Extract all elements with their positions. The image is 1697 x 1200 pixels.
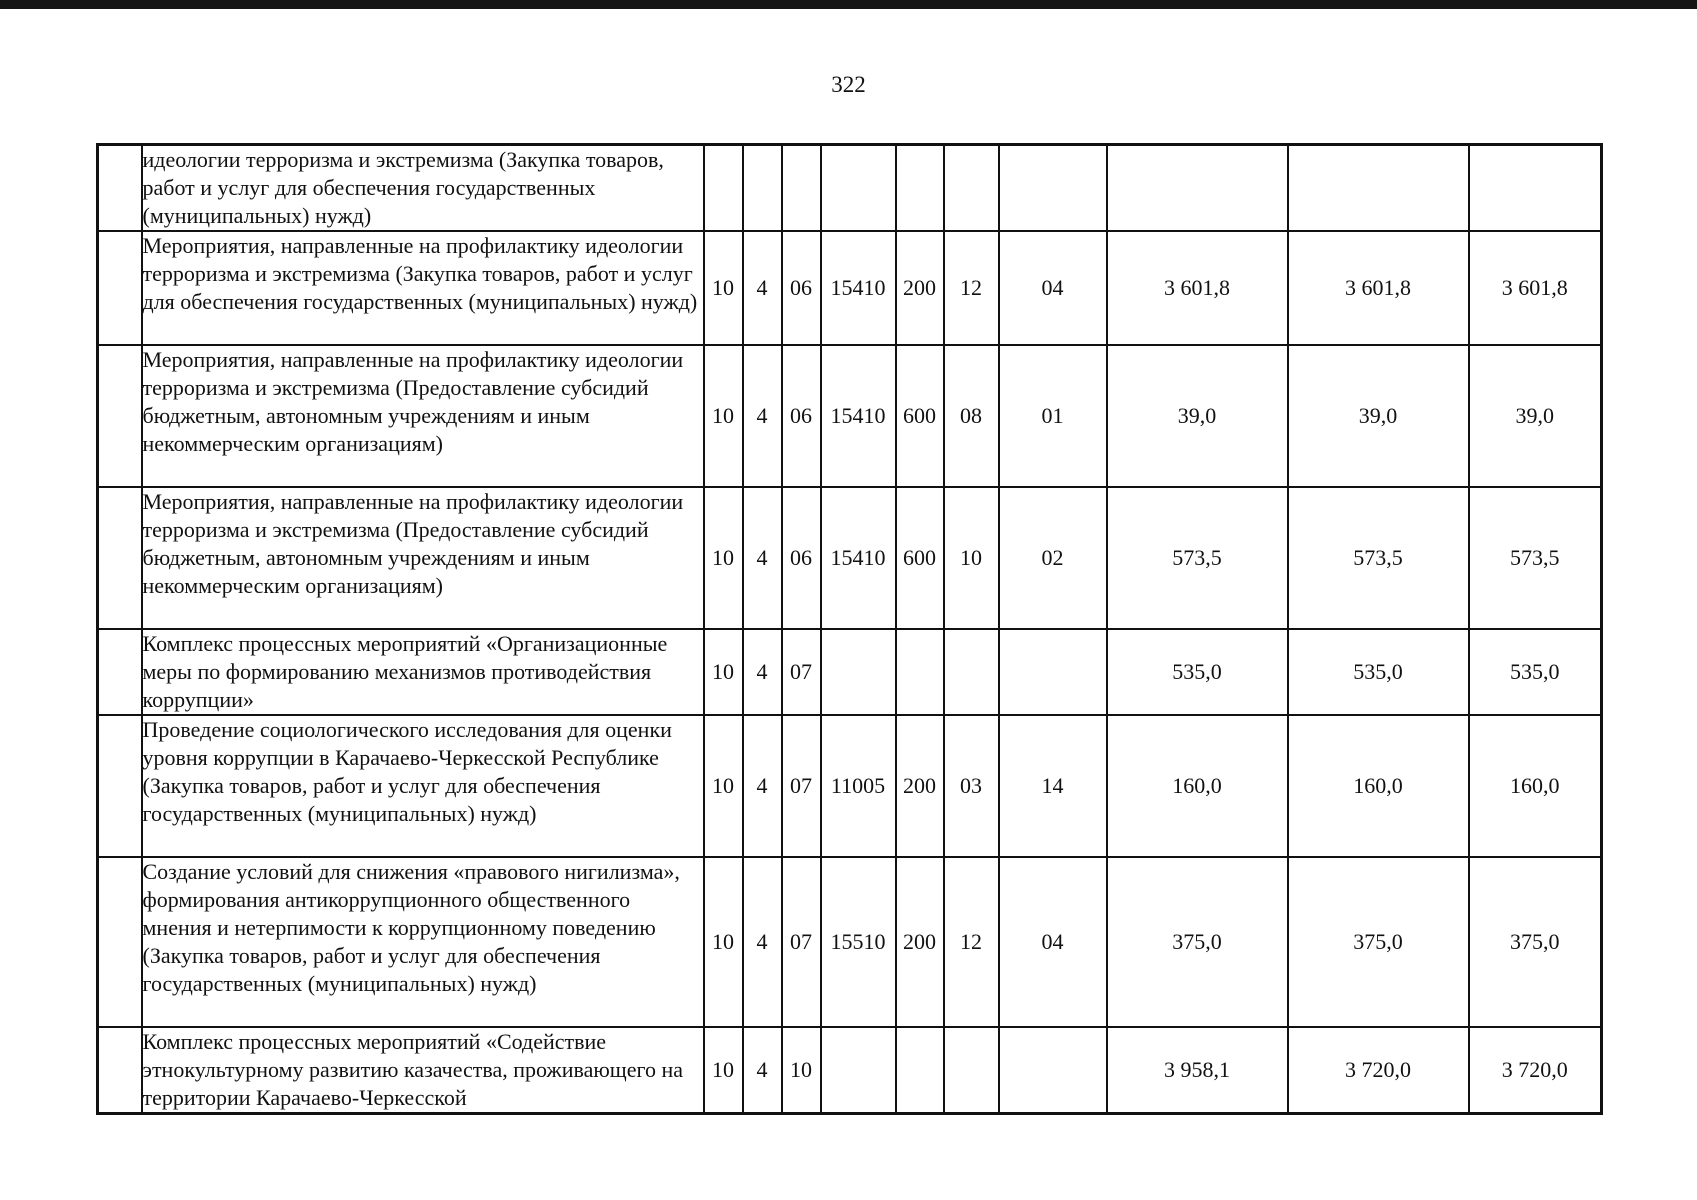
amount-cell: 160,0 <box>1469 715 1602 857</box>
code-cell: 06 <box>782 487 821 629</box>
row-name: Мероприятия, направленные на профилактику идеологии терроризма и экстремизма (Предоставление субсидий бюджетным, автономным учреждениям и иным некоммерческим организациям) <box>142 487 704 629</box>
code-cell: 600 <box>896 345 944 487</box>
table-row <box>98 487 1602 629</box>
code-cell <box>821 1027 896 1114</box>
code-cell <box>896 629 944 715</box>
code-cell <box>944 145 999 232</box>
code-cell: 12 <box>944 231 999 345</box>
amount-cell: 160,0 <box>1107 715 1288 857</box>
code-cell <box>821 629 896 715</box>
code-cell: 01 <box>999 345 1107 487</box>
code-cell: 07 <box>782 629 821 715</box>
row-name: идеологии терроризма и экстремизма (Закупка товаров, работ и услуг для обеспечения государственных (муниципальных) нужд) <box>142 145 704 232</box>
code-cell: 02 <box>999 487 1107 629</box>
code-cell: 15410 <box>821 231 896 345</box>
table-row <box>98 231 1602 345</box>
code-cell: 4 <box>743 715 782 857</box>
amount-cell: 3 601,8 <box>1469 231 1602 345</box>
code-cell: 4 <box>743 345 782 487</box>
code-cell: 03 <box>944 715 999 857</box>
code-cell: 07 <box>782 857 821 1027</box>
table-row <box>98 145 1602 232</box>
row-name: Мероприятия, направленные на профилактику идеологии терроризма и экстремизма (Закупка товаров, работ и услуг для обеспечения государственных (муниципальных) нужд) <box>142 231 704 345</box>
amount-cell: 3 601,8 <box>1107 231 1288 345</box>
code-cell: 4 <box>743 231 782 345</box>
amount-cell: 39,0 <box>1107 345 1288 487</box>
row-name: Комплекс процессных мероприятий «Организационные меры по формированию механизмов противодействия коррупции» <box>142 629 704 715</box>
amount-cell: 535,0 <box>1107 629 1288 715</box>
amount-cell: 3 601,8 <box>1288 231 1469 345</box>
row-lead-cell <box>98 345 142 487</box>
amount-cell: 535,0 <box>1288 629 1469 715</box>
amount-cell: 3 958,1 <box>1107 1027 1288 1114</box>
amount-cell: 573,5 <box>1107 487 1288 629</box>
amount-cell: 573,5 <box>1288 487 1469 629</box>
scan-top-border <box>0 0 1697 9</box>
code-cell: 15410 <box>821 487 896 629</box>
row-lead-cell <box>98 1027 142 1114</box>
code-cell: 14 <box>999 715 1107 857</box>
code-cell: 600 <box>896 487 944 629</box>
code-cell: 11005 <box>821 715 896 857</box>
code-cell <box>944 1027 999 1114</box>
code-cell <box>743 145 782 232</box>
code-cell: 4 <box>743 487 782 629</box>
code-cell: 10 <box>704 629 743 715</box>
code-cell: 10 <box>704 231 743 345</box>
code-cell <box>821 145 896 232</box>
amount-cell <box>1107 145 1288 232</box>
code-cell: 200 <box>896 857 944 1027</box>
code-cell: 12 <box>944 857 999 1027</box>
code-cell <box>704 145 743 232</box>
code-cell: 200 <box>896 715 944 857</box>
code-cell <box>999 629 1107 715</box>
code-cell: 10 <box>704 345 743 487</box>
code-cell <box>944 629 999 715</box>
code-cell: 08 <box>944 345 999 487</box>
row-lead-cell <box>98 145 142 232</box>
code-cell: 10 <box>944 487 999 629</box>
code-cell: 15510 <box>821 857 896 1027</box>
code-cell: 4 <box>743 857 782 1027</box>
amount-cell: 39,0 <box>1469 345 1602 487</box>
table-row <box>98 857 1602 1027</box>
row-name: Создание условий для снижения «правового нигилизма», формирования антикоррупционного общественного мнения и нетерпимости к коррупционному поведению (Закупка товаров, работ и услуг для обеспечения государственных (муниципальных) нужд) <box>142 857 704 1027</box>
row-name: Проведение социологического исследования для оценки уровня коррупции в Карачаево-Черкесской Республике (Закупка товаров, работ и услуг для обеспечения государственных (муниципальных) нужд) <box>142 715 704 857</box>
row-name: Мероприятия, направленные на профилактику идеологии терроризма и экстремизма (Предоставление субсидий бюджетным, автономным учреждениям и иным некоммерческим организациям) <box>142 345 704 487</box>
row-lead-cell <box>98 715 142 857</box>
code-cell: 06 <box>782 231 821 345</box>
page-number: 322 <box>831 72 866 97</box>
row-lead-cell <box>98 487 142 629</box>
amount-cell: 3 720,0 <box>1469 1027 1602 1114</box>
amount-cell: 375,0 <box>1469 857 1602 1027</box>
row-lead-cell <box>98 857 142 1027</box>
code-cell <box>896 145 944 232</box>
amount-cell <box>1469 145 1602 232</box>
amount-cell: 375,0 <box>1288 857 1469 1027</box>
code-cell: 10 <box>704 715 743 857</box>
code-cell: 04 <box>999 231 1107 345</box>
amount-cell <box>1288 145 1469 232</box>
code-cell: 10 <box>704 1027 743 1114</box>
budget-table <box>96 143 1603 1115</box>
amount-cell: 535,0 <box>1469 629 1602 715</box>
amount-cell: 160,0 <box>1288 715 1469 857</box>
amount-cell: 375,0 <box>1107 857 1288 1027</box>
row-lead-cell <box>98 231 142 345</box>
table-row <box>98 1027 1602 1114</box>
table-row <box>98 345 1602 487</box>
code-cell: 15410 <box>821 345 896 487</box>
amount-cell: 573,5 <box>1469 487 1602 629</box>
row-lead-cell <box>98 629 142 715</box>
code-cell: 200 <box>896 231 944 345</box>
table-row <box>98 629 1602 715</box>
table-row <box>98 715 1602 857</box>
amount-cell: 39,0 <box>1288 345 1469 487</box>
row-name: Комплекс процессных мероприятий «Содействие этнокультурному развитию казачества, проживающего на территории Карачаево-Черкесской <box>142 1027 704 1114</box>
code-cell: 10 <box>782 1027 821 1114</box>
code-cell <box>896 1027 944 1114</box>
code-cell: 10 <box>704 857 743 1027</box>
amount-cell: 3 720,0 <box>1288 1027 1469 1114</box>
code-cell: 4 <box>743 1027 782 1114</box>
code-cell: 04 <box>999 857 1107 1027</box>
code-cell <box>999 145 1107 232</box>
code-cell <box>999 1027 1107 1114</box>
code-cell: 4 <box>743 629 782 715</box>
code-cell: 06 <box>782 345 821 487</box>
code-cell: 07 <box>782 715 821 857</box>
code-cell: 10 <box>704 487 743 629</box>
code-cell <box>782 145 821 232</box>
